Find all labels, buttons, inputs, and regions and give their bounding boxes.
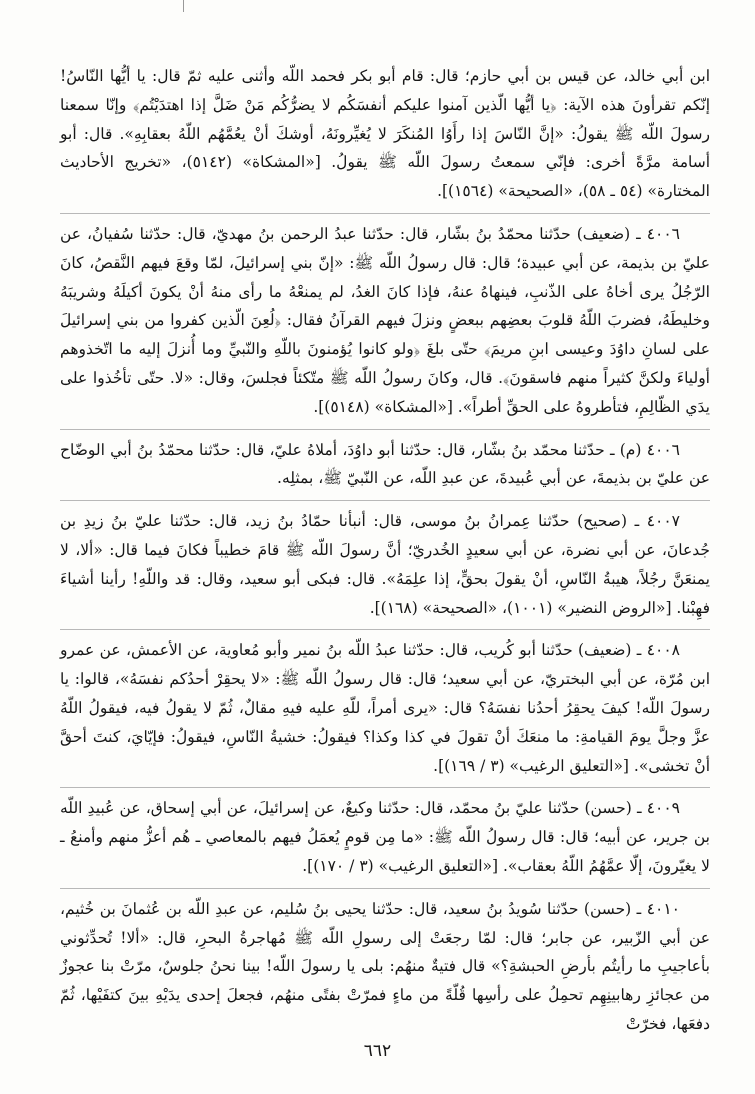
section-divider [60, 429, 710, 430]
top-margin-mark [183, 0, 184, 12]
hadith-4006: ٤٠٠٦ ـ (ضعيف) حدّثنا محمّدُ بنُ بشّار، قال: حدّثنا عبدُ الرحمن بنُ مهديّ، قال: حدّثنا سُفيانُ، عن عليّ بن بذيمة، عن أبي عبيدة؛ قال: قال رسولُ اللّه ﷺ: «إنّ بني إسرائيلَ، لمّا وقعَ فيهم النَّقصُ، كانَ الرّجُلُ يرى أخاهُ على الذّنبِ، فينهاهُ عنهُ، فإذا كانَ الغدُ، لم يمنعْهُ ما رأى منهُ أنْ يكونَ أكيلَهُ وشريبَهُ وخليطَهُ، فضربَ اللّهُ قلوبَ بعضِهم ببعضٍ ونزلَ فيهم القرآنُ فقال: ﴿لُعِنَ الّذين كفروا من بني إسرائيلَ على لسانِ داوُدَ وعيسى ابنِ مريمَ﴾ حتّى بلغَ ﴿ولو كانوا يُؤمنونَ باللّهِ والنّبيِّ وما أُنزلَ إليه ما اتّخذوهم أولياءَ ولكنَّ كثيراً منهم فاسقونَ﴾. قال، وكانَ رسولُ اللّه ﷺ متّكئاً فجلسَ، وقال: «لا. حتّى تأخُذوا على يدَي الظّالِمِ، فتأطروهُ على الحقِّ أطراً». [«المشكاة» (٥١٤٨)]. [60, 224, 710, 416]
hadith-4010: ٤٠١٠ ـ (حسن) حدّثنا سُويدُ بنُ سعيد، قال: حدّثنا يحيى بنُ سُليم، عن عبدِ اللّه بن عُثمانَ بن خُثيم، عن أبي الزّبير، عن جابر؛ قال: لمّا رجعَتْ إلى رسولِ اللّه ﷺ مُهاجرةُ البحرِ، قال: «ألا! تُحدِّثوني بأعاجيبِ ما رأيتُم بأرضِ الحبشةِ؟» قال فتيةٌ منهُم: بلى يا رسولَ اللّه! بينا نحنُ جلوسٌ، مرّتْ بنا عجوزٌ من عجائزِ رهابينِهِم تحمِلُ على رأسِها قُلّةً من ماءٍ فمرّتْ بفتًى منهُم، فجعلَ إحدى يدَيْهِ بينَ كتفَيْها، ثُمّ دفعَها، فخرّتْ [60, 899, 710, 1033]
hadith-4009: ٤٠٠٩ ـ (حسن) حدّثنا عليّ بنُ محمّد، قال: حدّثنا وكيعٌ، عن إسرائيلَ، عن أبي إسحاق، عن عُبيدِ اللّه بن جرير، عن أبيه؛ قال: قال رسولُ اللّه ﷺ: «ما مِن قومٍ يُعمَلُ فيهم بالمعاصي ـ هُم أعزُّ منهم وأمنعُ ـ لا يغيّرونَ، إلّا عمَّهُمُ اللّهُ بعقاب». [«التعليق الرغيب» (٣ / ١٧٠)]. [60, 799, 710, 875]
hadith-4008: ٤٠٠٨ ـ (ضعيف) حدّثنا أبو كُريب، قال: حدّثنا عبدُ اللّه بنُ نمير وأبو مُعاوية، عن الأعمش، عن عمرو ابن مُرّة، عن أبي البختريّ، عن أبي سعيد؛ قال: قال رسولُ اللّه ﷺ: «لا يحقِرْ أحدُكم نفسَهُ»، قالوا: يا رسولَ اللّه! كيفَ يحقِرُ أحدُنا نفسَهُ؟ قال: «يرى أمراً، للّهِ عليه فيهِ مقالٌ، ثُمّ لا يقولُ فيه، فيقولُ اللّهُ عزَّ وجلَّ يومَ القيامةِ: ما منعَكَ أنْ تقولَ في كذا وكذا؟ فيقولُ: خشيةُ النّاسِ، فيقولُ: فإيّايَ، كنتَ أحقَّ أنْ تخشى». [«التعليق الرغيب» (٣ / ١٦٩)]. [60, 641, 710, 775]
section-divider [60, 213, 710, 214]
paragraph-continuation: ابن أبي خالد، عن قيس بن أبي حازم؛ قال: قام أبو بكر فحمد اللّه وأثنى عليه ثمّ قال: يا أيُّها النّاسُ! إنّكم تقرأونَ هذه الآية: ﴿يا أيُّها الّذين آمنوا عليكم أنفسَكُم لا يضرُّكُم مَنْ ضَلَّ إذا اهتدَيْتُم﴾ وإنّا سمعنا رسولَ اللّه ﷺ يقولُ: «إنَّ النّاسَ إذا رأَوُا المُنكَرَ لا يُغيِّرونَهُ، أوشكَ أنْ يعُمَّهُم اللّهُ بعقابِهِ». قال: أبو أسامة مرَّةً أخرى: فإنّي سمعتُ رسولَ اللّه ﷺ يقولُ. [«المشكاة» (٥١٤٢)، «تخريج الأحاديث المختارة» (٥٤ ـ ٥٨)، «الصحيحة» (١٥٦٤)]. [60, 67, 711, 201]
section-divider [60, 888, 710, 889]
page-body [60, 62, 710, 1039]
hadith-4007: ٤٠٠٧ ـ (صحيح) حدّثنا عِمرانُ بنُ موسى، قال: أنبأنا حمّادُ بنُ زيد، قال: حدّثنا عليّ بنُ زيدِ بن جُدعانَ، عن أبي نضرة، عن أبي سعيدٍ الخُدريّ؛ أنَّ رسولَ اللّه ﷺ قامَ خطيباً فكانَ فيما قال: «ألا، لا يمنعَنَّ رجُلاً، هيبةُ النّاسِ، أنْ يقولَ بحقٍّ، إذا علِمَهُ». قال: فبكى أبو سعيد، وقال: قد واللّهِ! رأينا أشياءَ فهِبْنا. [«الروض النضير» (١٠٠١)، «الصحيحة» (١٦٨)]. [60, 512, 710, 617]
section-divider [60, 787, 710, 788]
page-number: ٦٦٢ [363, 1041, 392, 1061]
hadith-4006-m: ٤٠٠٦ (م) ـ حدّثنا محمّد بنُ بشّار، قال: حدّثنا أبو داوُدَ، أملاهُ عليّ، قال: حدّثنا محمّدُ بنُ أبي الوضّاح عن عليّ بن بذيمةَ، عن أبي عُبيدةَ، عن عبدِ اللّه، عن النّبيّ ﷺ، بمثلِه. [60, 440, 710, 488]
section-divider [60, 500, 710, 501]
section-divider [60, 629, 710, 630]
